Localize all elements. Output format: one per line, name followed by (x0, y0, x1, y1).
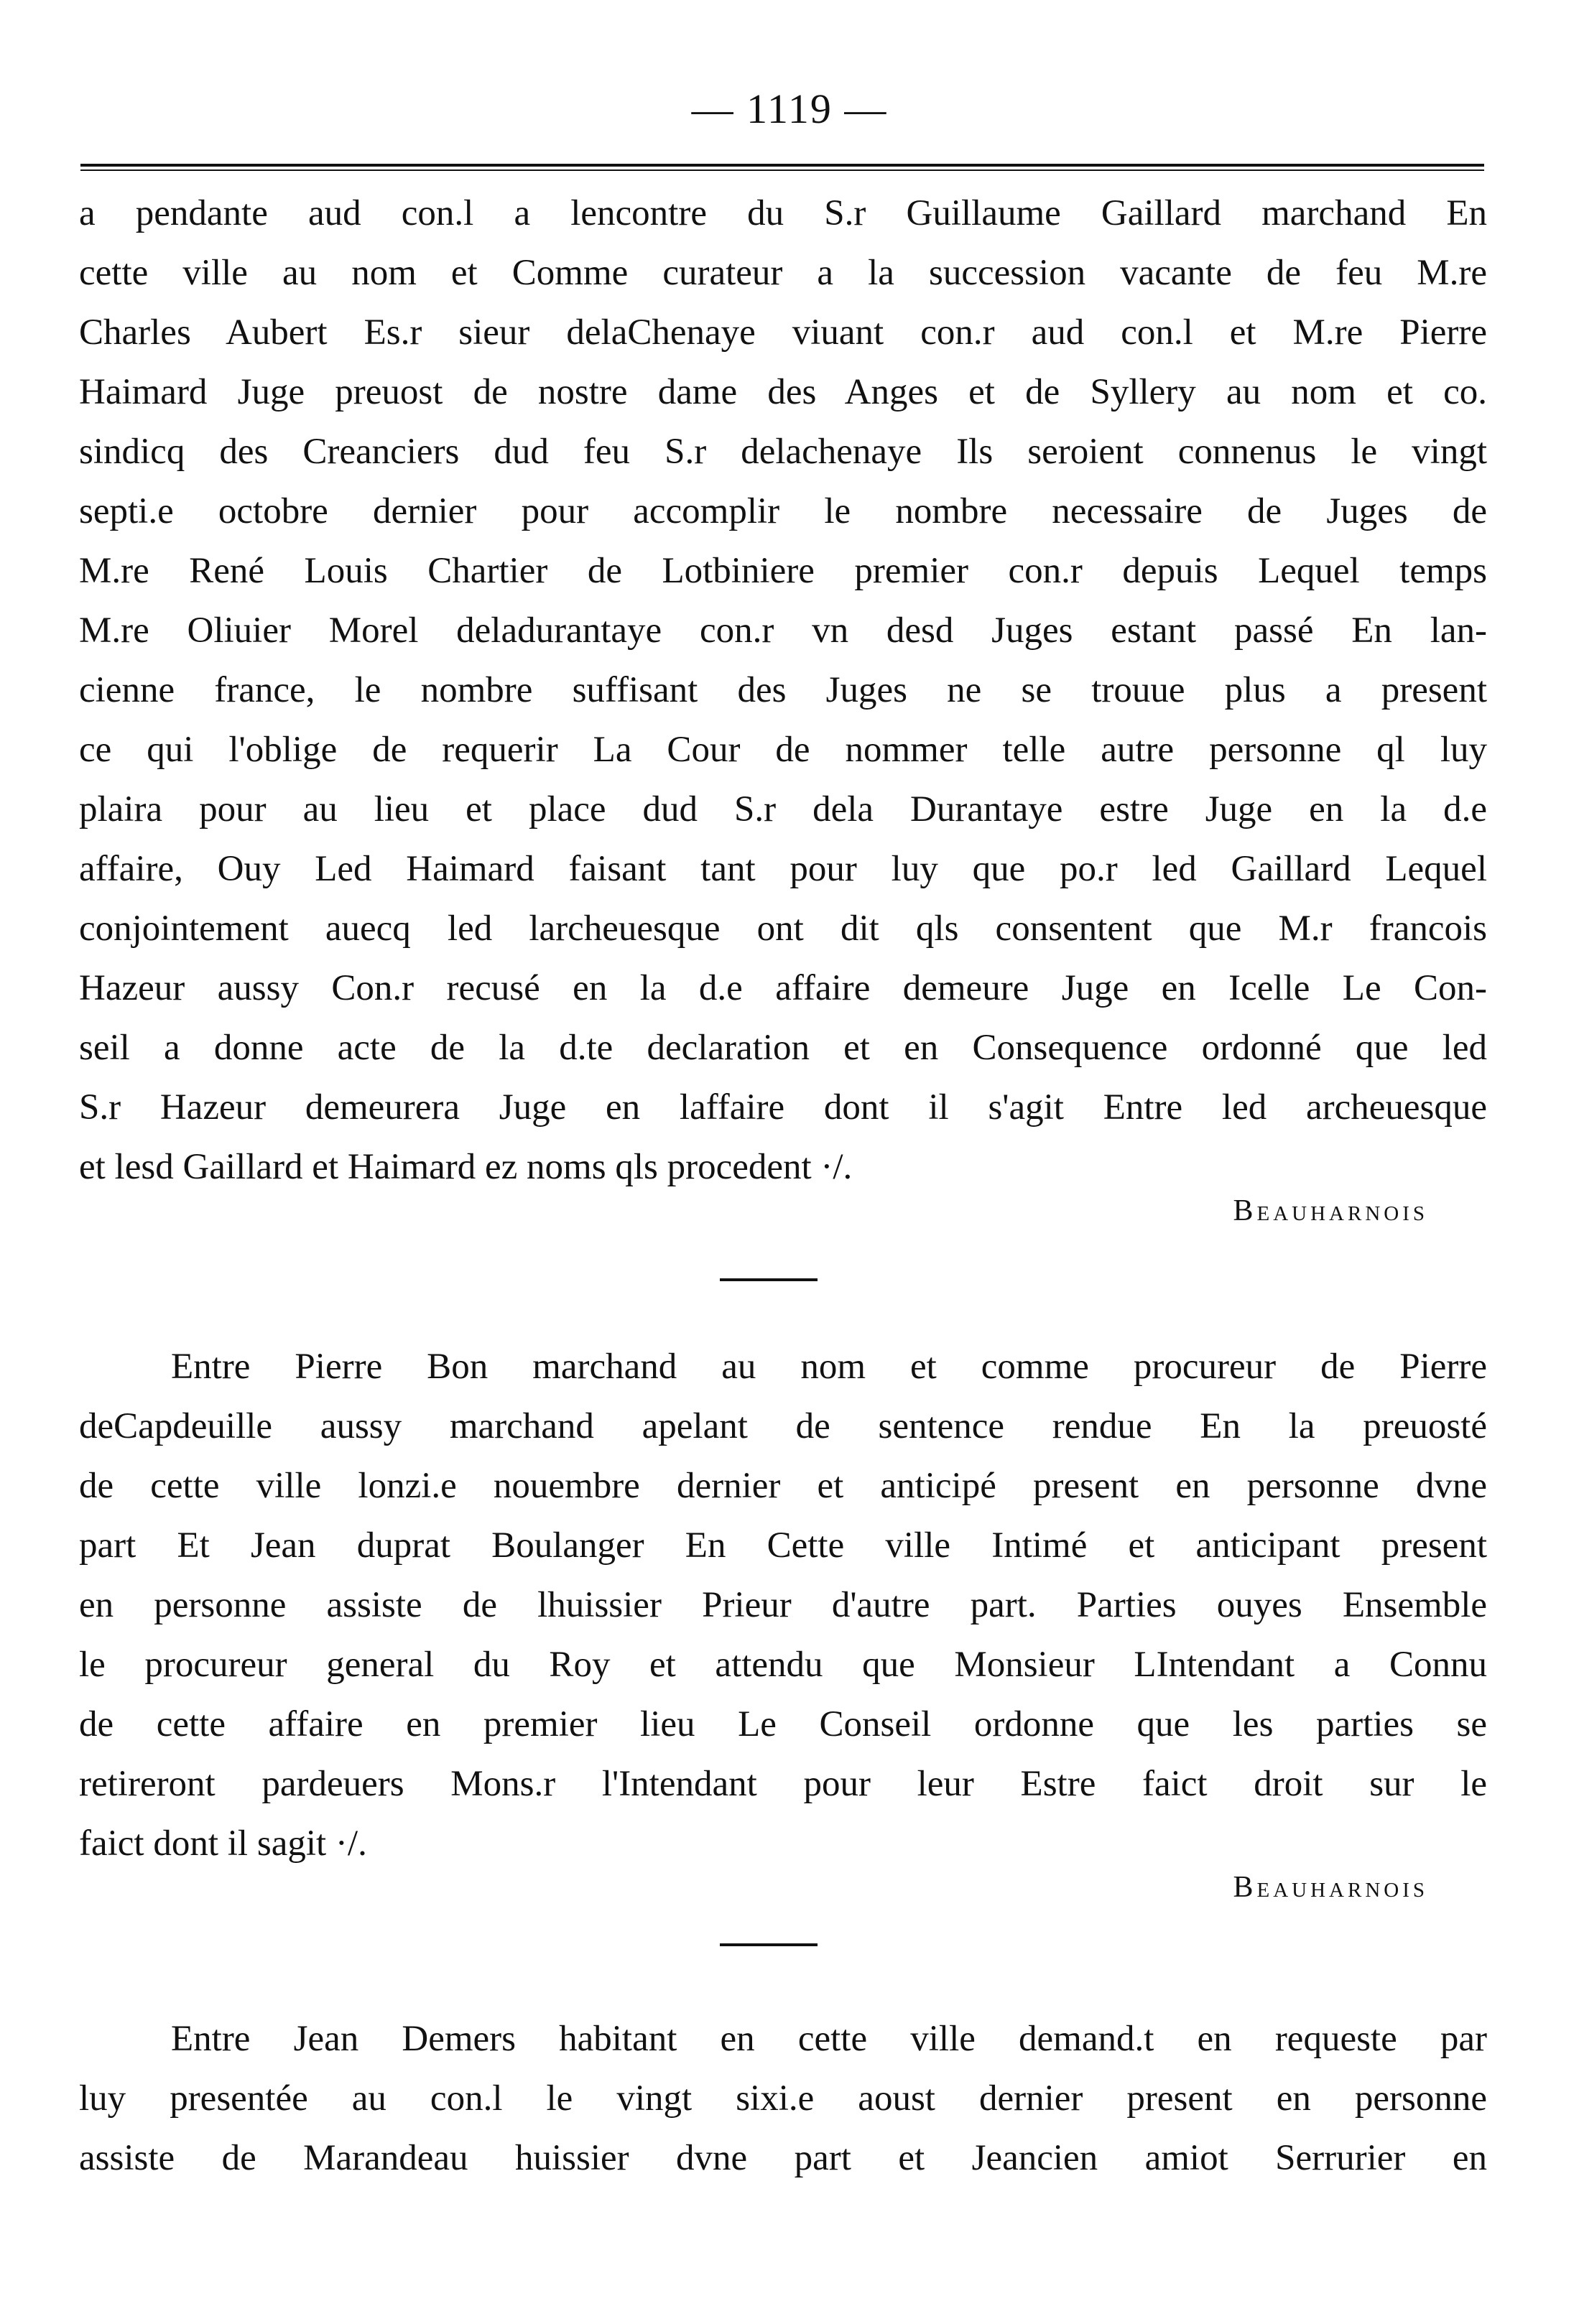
section-separator (720, 1943, 818, 1946)
text-line: Haimard Juge preuost de nostre dame des Anges et de Syllery au nom et co. (79, 372, 1487, 412)
signature: Beauharnois (1233, 1194, 1428, 1227)
text-line: de cette ville lonzi.e nouembre dernier et anticipé present en personne dvne (79, 1466, 1487, 1506)
paragraph-3 (79, 2009, 1487, 2188)
text-line: conjointement auecq led larcheuesque ont dit qls consentent que M.r francois (79, 908, 1487, 949)
text-line: Entre Pierre Bon marchand au nom et comme procureur de Pierre (171, 1347, 1487, 1387)
header-rule-thin (80, 169, 1484, 171)
text-line: sindicq des Creanciers dud feu S.r delachenaye Ils seroient connenus le vingt (79, 432, 1487, 472)
text-line: affaire, Ouy Led Haimard faisant tant pour luy que po.r led Gaillard Lequel (79, 849, 1487, 889)
text-line: septi.e octobre dernier pour accomplir le nombre necessaire de Juges de (79, 491, 1487, 531)
text-line: seil a donne acte de la d.te declaration et en Consequence ordonné que led (79, 1028, 1487, 1068)
text-line: retireront pardeuers Mons.r l'Intendant pour leur Estre faict droit sur le (79, 1764, 1487, 1804)
text-line: plaira pour au lieu et place dud S.r dela Durantaye estre Juge en la d.e (79, 789, 1487, 829)
text-line: faict dont il sagit ·/. (79, 1823, 367, 1864)
text-line: a pendante aud con.l a lencontre du S.r Guillaume Gaillard marchand En (79, 193, 1487, 233)
paragraph-2 (79, 1337, 1487, 1874)
header-rule (80, 164, 1484, 167)
page-number: — 1119 — (691, 85, 888, 132)
section-separator (720, 1278, 818, 1281)
text-line: cette ville au nom et Comme curateur a la succession vacante de feu M.re (79, 253, 1487, 293)
text-line: S.r Hazeur demeurera Juge en laffaire dont il s'agit Entre led archeuesque (79, 1087, 1487, 1128)
text-line: luy presentée au con.l le vingt sixi.e aoust dernier present en personne (79, 2078, 1487, 2119)
text-line: M.re René Louis Chartier de Lotbiniere premier con.r depuis Lequel temps (79, 551, 1487, 591)
text-line: ce qui l'oblige de requerir La Cour de nommer telle autre personne ql luy (79, 730, 1487, 770)
text-line: en personne assiste de lhuissier Prieur d'autre part. Parties ouyes Ensemble (79, 1585, 1487, 1625)
text-line: et lesd Gaillard et Haimard ez noms qls procedent ·/. (79, 1147, 853, 1187)
text-line: Charles Aubert Es.r sieur delaChenaye viuant con.r aud con.l et M.re Pierre (79, 312, 1487, 353)
text-line: M.re Oliuier Morel deladurantaye con.r vn desd Juges estant passé En lan- (79, 610, 1487, 651)
text-line: de cette affaire en premier lieu Le Conseil ordonne que les parties se (79, 1704, 1487, 1744)
text-line: assiste de Marandeau huissier dvne part et Jeancien amiot Serrurier en (79, 2138, 1487, 2178)
text-line: cienne france, le nombre suffisant des Juges ne se trouue plus a present (79, 670, 1487, 710)
signature: Beauharnois (1233, 1871, 1428, 1904)
text-line: Entre Jean Demers habitant en cette ville demand.t en requeste par (171, 2019, 1487, 2059)
text-line: le procureur general du Roy et attendu que Monsieur LIntendant a Connu (79, 1645, 1487, 1685)
text-line: Hazeur aussy Con.r recusé en la d.e affaire demeure Juge en Icelle Le Con- (79, 968, 1487, 1008)
paragraph-1 (79, 184, 1487, 1197)
text-line: part Et Jean duprat Boulanger En Cette ville Intimé et anticipant present (79, 1525, 1487, 1566)
text-line: deCapdeuille aussy marchand apelant de sentence rendue En la preuosté (79, 1406, 1487, 1446)
